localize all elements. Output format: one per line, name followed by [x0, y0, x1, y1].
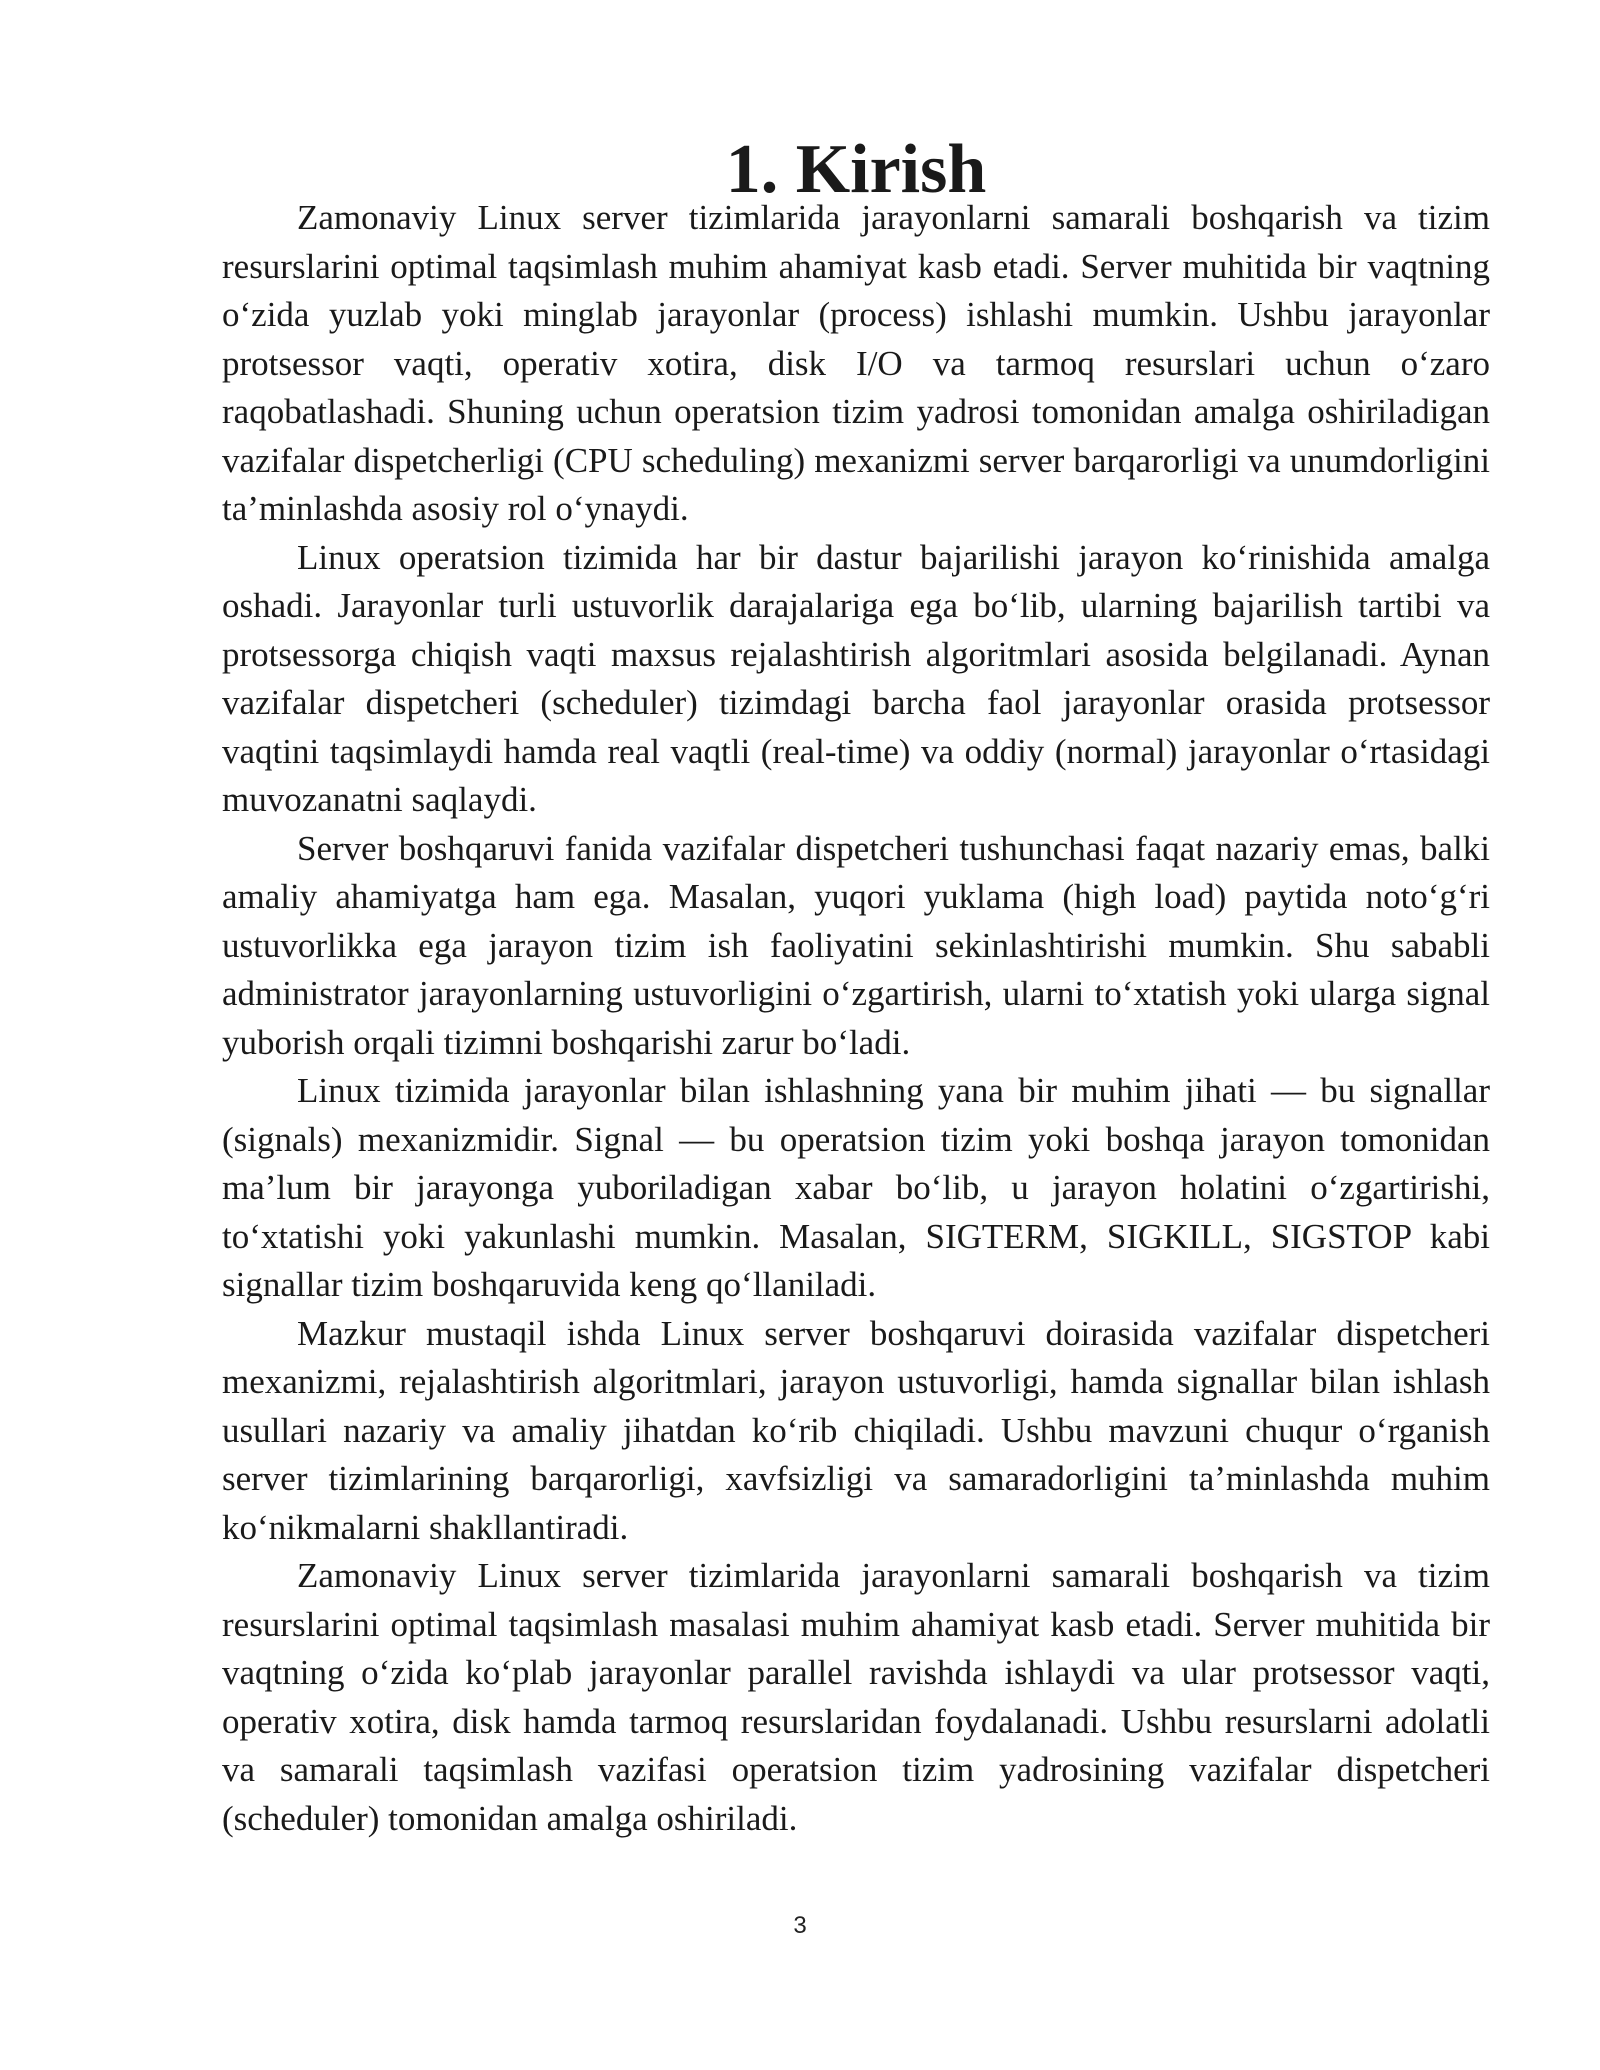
paragraph-2: Linux operatsion tizimida har bir dastur bajarilishi jarayon ko‘rinishida amalga oshadi. Jarayonlar turli ustuvorlik darajalariga ega bo‘lib, ularning bajarilish tartibi va protsessorga chiqish vaqti maxsus rejalashtirish algoritmlari asosida belgilanadi. Aynan vazifalar dispetcheri (scheduler) tizimdagi barcha faol jarayonlar orasida protsessor vaqtini taqsimlaydi hamda real vaqtli (real-time) va oddiy (normal) jarayonlar o‘rtasidagi muvozanatni saqlaydi. — [222, 537, 1490, 819]
section-heading: 1. Kirish — [725, 131, 987, 208]
page-number: 3 — [793, 1912, 807, 1939]
page-content — [222, 131, 1490, 1843]
paragraph-1: Zamonaviy Linux server tizimlarida jarayonlarni samarali boshqarish va tizim resurslarini optimal taqsimlash muhim ahamiyat kasb etadi. Server muhitida bir vaqtning o‘zida yuzlab yoki minglab jarayonlar (process) ishlashi mumkin. Ushbu jarayonlar protsessor vaqti, operativ xotira, disk I/O va tarmoq resurslari uchun o‘zaro raqobatlashadi. Shuning uchun operatsion tizim yadrosi tomonidan amalga oshiriladigan vazifalar dispetcherligi (CPU scheduling) mexanizmi server barqarorligi va unumdorligini ta’minlashda asosiy rol o‘ynaydi. — [222, 198, 1490, 528]
paragraph-5: Mazkur mustaqil ishda Linux server boshqaruvi doirasida vazifalar dispetcheri mexanizmi, rejalashtirish algoritmlari, jarayon ustuvorligi, hamda signallar bilan ishlash usullari nazariy va amaliy jihatdan ko‘rib chiqiladi. Ushbu mavzuni chuqur o‘rganish server tizimlarining barqarorligi, xavfsizligi va samaradorligini ta’minlashda muhim ko‘nikmalarni shakllantiradi. — [222, 1313, 1490, 1547]
paragraph-3: Server boshqaruvi fanida vazifalar dispetcheri tushunchasi faqat nazariy emas, balki amaliy ahamiyatga ham ega. Masalan, yuqori yuklama (high load) paytida noto‘g‘ri ustuvorlikka ega jarayon tizim ish faoliyatini sekinlashtirishi mumkin. Shu sababli administrator jarayonlarning ustuvorligini o‘zgartirish, ularni to‘xtatish yoki ularga signal yuborish orqali tizimni boshqarishi zarur bo‘ladi. — [222, 828, 1490, 1062]
paragraph-4: Linux tizimida jarayonlar bilan ishlashning yana bir muhim jihati — bu signallar (signals) mexanizmidir. Signal — bu operatsion tizim yoki boshqa jarayon tomonidan ma’lum bir jarayonga yuboriladigan xabar bo‘lib, u jarayon holatini o‘zgartirishi, to‘xtatishi yoki yakunlashi mumkin. Masalan, SIGTERM, SIGKILL, SIGSTOP kabi signallar tizim boshqaruvida keng qo‘llaniladi. — [222, 1071, 1490, 1304]
paragraph-6: Zamonaviy Linux server tizimlarida jarayonlarni samarali boshqarish va tizim resurslarini optimal taqsimlash masalasi muhim ahamiyat kasb etadi. Server muhitida bir vaqtning o‘zida ko‘plab jarayonlar parallel ravishda ishlaydi va ular protsessor vaqti, operativ xotira, disk hamda tarmoq resurslaridan foydalanadi. Ushbu resurslarni adolatli va samarali taqsimlash vazifasi operatsion tizim yadrosining vazifalar dispetcheri (scheduler) tomonidan amalga oshiriladi. — [222, 1556, 1490, 1838]
